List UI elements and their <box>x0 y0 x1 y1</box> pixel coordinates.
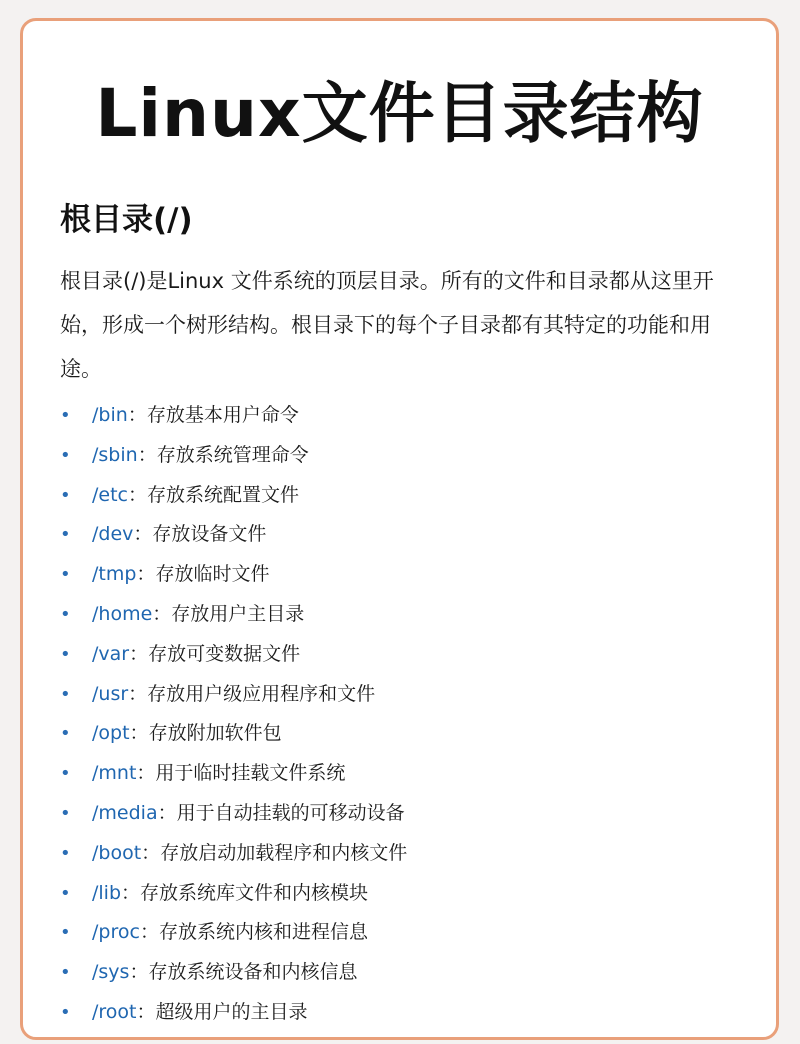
list-item <box>60 675 407 715</box>
directory-description: 存放基本用户命令 <box>146 404 299 426</box>
directory-description: 存放启动加载程序和内核文件 <box>160 841 408 864</box>
bullet-icon: • <box>60 1001 71 1023</box>
separator: ： <box>129 961 149 984</box>
directory-path: /root <box>92 1000 137 1023</box>
list-item <box>60 794 407 834</box>
bullet-icon: • <box>60 524 71 546</box>
directory-path: /sys <box>92 961 130 984</box>
bullet-icon: • <box>60 842 71 864</box>
list-item <box>60 436 407 476</box>
directory-path: /media <box>92 801 158 824</box>
directory-path: /var <box>92 642 130 665</box>
list-item <box>60 834 407 874</box>
separator: ： <box>136 762 156 785</box>
directory-path: /boot <box>92 841 142 864</box>
separator: ： <box>136 563 156 586</box>
list-item <box>60 754 407 794</box>
list-item <box>60 993 407 1033</box>
directory-list <box>60 396 407 1033</box>
separator: ： <box>139 921 159 944</box>
content-card <box>20 18 779 1040</box>
bullet-icon: • <box>60 444 71 466</box>
directory-path: /sbin <box>92 443 138 466</box>
directory-description: 存放系统内核和进程信息 <box>158 921 368 944</box>
directory-path: /bin <box>92 404 128 426</box>
list-item <box>60 953 407 993</box>
directory-path: /etc <box>92 483 128 506</box>
directory-path: /proc <box>92 921 140 944</box>
list-item <box>60 874 407 914</box>
directory-path: /tmp <box>92 563 137 586</box>
list-item <box>60 913 407 953</box>
bullet-icon: • <box>60 962 71 984</box>
directory-path: /mnt <box>92 762 137 785</box>
list-item <box>60 714 407 754</box>
separator: ： <box>128 682 148 705</box>
page-title: Linux文件目录结构 <box>95 75 704 152</box>
bullet-icon: • <box>60 405 71 426</box>
bullet-icon: • <box>60 763 71 785</box>
directory-description: 存放设备文件 <box>152 523 267 546</box>
directory-description: 用于临时挂载文件系统 <box>155 762 346 785</box>
directory-description: 存放用户主目录 <box>171 602 305 625</box>
list-item <box>60 555 407 595</box>
separator: ： <box>121 881 141 904</box>
separator: ： <box>129 722 149 745</box>
separator: ： <box>152 602 172 625</box>
bullet-icon: • <box>60 603 71 625</box>
directory-description: 超级用户的主目录 <box>155 1000 308 1023</box>
directory-description: 存放可变数据文件 <box>148 642 301 665</box>
bullet-icon: • <box>60 723 71 745</box>
separator: ： <box>137 443 157 466</box>
bullet-icon: • <box>60 922 71 944</box>
directory-description: 存放系统设备和内核信息 <box>148 961 358 984</box>
directory-description: 用于自动挂载的可移动设备 <box>176 801 405 824</box>
bullet-icon: • <box>60 484 71 506</box>
list-item <box>60 595 407 635</box>
directory-path: /home <box>92 602 153 625</box>
list-item <box>60 476 407 516</box>
separator: ： <box>133 523 153 546</box>
directory-path: /opt <box>92 722 130 745</box>
separator: ： <box>129 642 149 665</box>
separator: ： <box>141 841 161 864</box>
directory-description: 存放用户级应用程序和文件 <box>147 682 376 705</box>
bullet-icon: • <box>60 882 71 904</box>
list-item <box>60 396 407 436</box>
bullet-icon: • <box>60 683 71 705</box>
separator: ： <box>157 801 177 824</box>
separator: ： <box>128 483 148 506</box>
separator: ： <box>127 404 147 426</box>
directory-path: /usr <box>92 682 129 705</box>
directory-description: 存放临时文件 <box>155 563 270 586</box>
directory-description: 存放系统管理命令 <box>156 443 309 466</box>
section-intro: 根目录(/)是Linux 文件系统的顶层目录。所有的文件和目录都从这里开始，形成一个树形结构。根目录下的每个子目录都有其特定的功能和用途。 <box>60 269 714 381</box>
bullet-icon: • <box>60 643 71 665</box>
directory-description: 存放系统库文件和内核模块 <box>140 881 369 904</box>
bullet-icon: • <box>60 564 71 586</box>
list-item <box>60 515 407 555</box>
directory-description: 存放系统配置文件 <box>147 483 300 506</box>
separator: ： <box>136 1000 156 1023</box>
directory-path: /dev <box>92 523 134 546</box>
directory-description: 存放附加软件包 <box>148 722 282 745</box>
bullet-icon: • <box>60 802 71 824</box>
list-item <box>60 635 407 675</box>
directory-path: /lib <box>92 881 122 904</box>
section-heading: 根目录(/) <box>60 202 193 238</box>
